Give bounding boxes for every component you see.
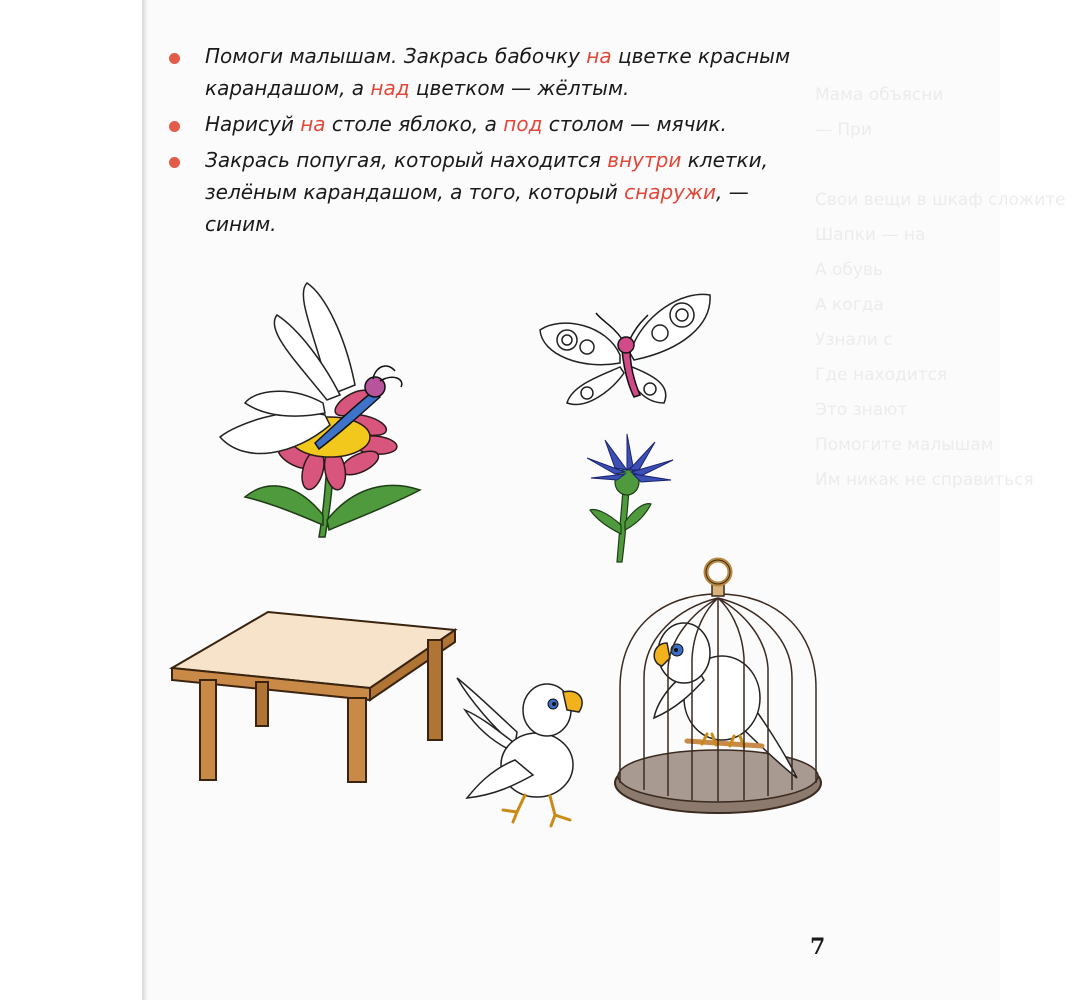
page-binding-shadow [142, 0, 148, 1000]
instruction-line [205, 40, 845, 72]
instruction-text: цветке красным [611, 44, 791, 68]
cornflower-illustration [585, 430, 680, 565]
highlighted-preposition: на [300, 112, 326, 136]
instruction-text: синим. [205, 212, 277, 236]
instructions-list [165, 40, 845, 244]
instruction-line [205, 176, 845, 208]
instruction-text: , — [716, 180, 749, 204]
instruction-text: столом — мячик. [542, 112, 727, 136]
instruction-text: клетки, [681, 148, 768, 172]
bleed-through-line: Где находится [815, 365, 948, 385]
highlighted-preposition: на [586, 44, 612, 68]
bleed-through-line: Мама объясни [815, 85, 944, 105]
highlighted-preposition: под [503, 112, 543, 136]
instruction-line [205, 72, 845, 104]
instruction-item [165, 40, 845, 104]
page-number: 7 [810, 934, 826, 960]
instruction-text: цветком — жёлтым. [409, 76, 630, 100]
highlighted-preposition: над [370, 76, 410, 100]
instruction-item [165, 108, 845, 140]
instruction-text: карандашом, а [205, 76, 371, 100]
bullet-point-icon [169, 157, 180, 168]
bleed-through-line: А когда [815, 295, 884, 315]
bleed-through-line: А обувь [815, 260, 884, 280]
butterfly-above-flower-illustration [532, 285, 717, 415]
bleed-through-line: Это знают [815, 400, 908, 420]
instruction-text: Нарисуй [205, 112, 301, 136]
table-illustration [170, 610, 460, 785]
bleed-through-line: Им никак не справиться [815, 470, 1034, 490]
parrot-outside-cage-illustration [455, 670, 590, 830]
instruction-line [205, 108, 845, 140]
bleed-through-line: Помогите малышам [815, 435, 994, 455]
highlighted-preposition: снаружи [624, 180, 717, 204]
bullet-point-icon [169, 121, 180, 132]
instruction-text: Помоги малышам. Закрась бабочку [205, 44, 587, 68]
instruction-text: столе яблоко, а [325, 112, 504, 136]
birdcage-with-parrot-illustration [612, 558, 824, 820]
instruction-text: зелёным карандашом, а того, который [205, 180, 625, 204]
highlighted-preposition: внутри [607, 148, 682, 172]
bleed-through-line: Узнали с [815, 330, 893, 350]
instruction-item [165, 144, 845, 240]
instruction-line [205, 208, 845, 240]
bullet-point-icon [169, 53, 180, 64]
instruction-text: Закрась попугая, который находится [205, 148, 608, 172]
bleed-through-line: — При [815, 120, 873, 140]
instruction-line [205, 144, 845, 176]
bleed-through-line: Свои вещи в шкаф сложите [815, 190, 1066, 210]
bleed-through-line: Шапки — на [815, 225, 926, 245]
butterfly-on-flower-illustration [215, 275, 430, 545]
